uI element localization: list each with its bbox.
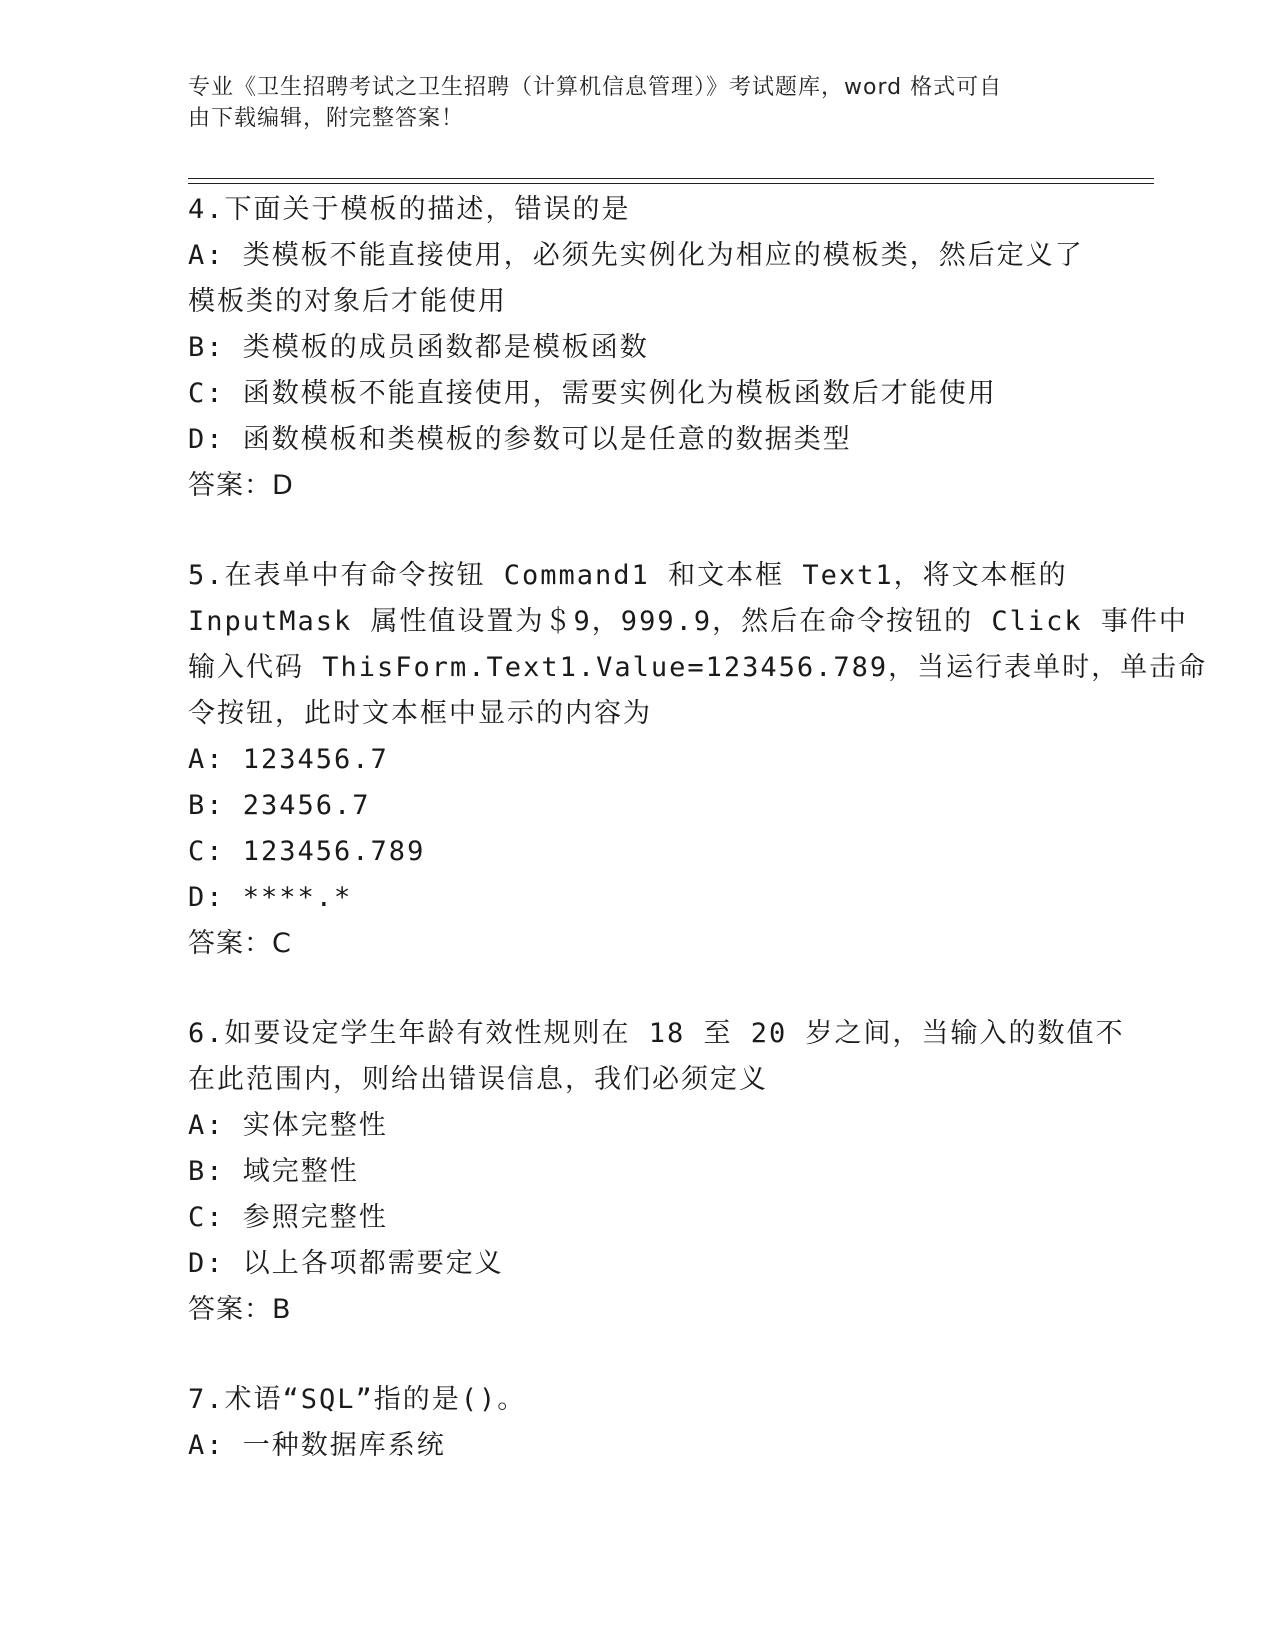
question-stem-line-2: InputMask 属性值设置为＄9，999.9，然后在命令按钮的 Click 事件中 [188,606,1188,637]
option-d: D: 函数模板和类模板的参数可以是任意的数据类型 [188,424,852,455]
option-c: C: 参照完整性 [188,1202,388,1233]
option-a: A: 实体完整性 [188,1110,388,1141]
option-a: A: 123456.7 [188,744,389,775]
option-a-continued: 模板类的对象后才能使用 [188,286,507,317]
option-b: B: 类模板的成员函数都是模板函数 [188,332,649,363]
option-c: C: 函数模板不能直接使用，需要实例化为模板函数后才能使用 [188,378,997,409]
question-7 [188,1377,1088,1469]
option-b: B: 23456.7 [188,790,371,821]
question-stem-line-2: 在此范围内，则给出错误信息，我们必须定义 [188,1064,768,1095]
question-5 [188,553,1208,967]
option-d: D: ****.* [188,882,353,913]
option-d: D: 以上各项都需要定义 [188,1248,504,1279]
option-a: A: 类模板不能直接使用，必须先实例化为相应的模板类，然后定义了 [188,240,1084,271]
header-line-1: 专业《卫生招聘考试之卫生招聘（计算机信息管理）》考试题库，word 格式可自 [188,75,1003,100]
option-b: B: 域完整性 [188,1156,359,1187]
document-header [188,72,1068,134]
question-stem: 6.如要设定学生年龄有效性规则在 18 至 20 岁之间，当输入的数值不 [188,1018,1125,1049]
question-stem: 5.在表单中有命令按钮 Command1 和文本框 Text1，将文本框的 [188,560,1068,591]
option-c: C: 123456.789 [188,836,426,867]
header-divider-top [188,178,1154,179]
answer-line: 答案：B [188,1294,292,1325]
question-stem-line-3: 输入代码 ThisForm.Text1.Value=123456.789，当运行表单时，单击命 [188,652,1208,683]
question-stem-line-4: 令按钮，此时文本框中显示的内容为 [188,698,652,729]
question-stem: 7.术语“SQL”指的是()。 [188,1384,527,1415]
header-divider-bottom [188,183,1154,184]
question-6 [188,1011,1125,1333]
question-list [188,187,1208,1513]
answer-line: 答案：D [188,470,294,501]
option-a: A: 一种数据库系统 [188,1430,446,1461]
question-4 [188,187,1088,509]
answer-line: 答案：C [188,928,292,959]
question-stem: 4.下面关于模板的描述，错误的是 [188,194,631,225]
header-line-2: 由下载编辑，附完整答案！ [188,106,465,131]
